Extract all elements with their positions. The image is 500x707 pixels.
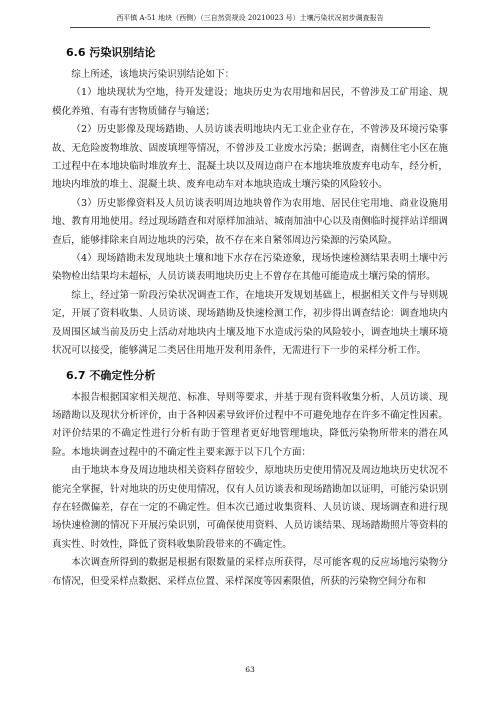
paragraph: 本报告根据国家相关规范、标准、导则等要求，并基于现有资料收集分析、人员访谈、现场踏勘以及现状分析评价，由于各种因素导致评价过程中不可避免地存在许多不确定性因素。对评价结果的不确定性进行分析有助于管理者更好地管理地块，降低污染物所带来的潜在风险。本地块调查过程中的不确定性主要来源于以下几个方面：: [52, 391, 448, 458]
page-number: 63: [245, 665, 255, 674]
paragraph: 本次调查所得到的数据是根据有限数量的采样点所获得，尽可能客观的反应场地污染物分布情况，但受采样点数据、采样点位置、采样深度等因素限值，所获的污染物空间分布和: [52, 557, 448, 587]
paragraph: （4）现场踏勘未发现地块土壤和地下水存在污染迹象，现场快速检测结果表明土壤中污染物检出结果均未超标，人员访谈表明地块历史上不曾存在其他可能造成土壤污染的情形。: [52, 253, 448, 283]
paragraph: 由于地块本身及周边地块相关资料存留较少，原地块历史使用情况及周边地块历史状况不能完全掌握，针对地块的历史使用情况，仅有人员访谈表和现场踏勘加以证明，可能污染识别存在轻微偏差，存在一定的不确定性。但本次已通过收集资料、人员访谈、现场调查和进行现场快速检测的情况下开展污染识别，可确保使用资料、人员访谈结果、现场踏勘照片等资料的真实性、时效性，降低了资料收集阶段带来的不确定性。: [52, 465, 448, 550]
page-header: 西平镇 A-51 地块（西侧）（三自然资规设 20210023 号）土壤污染状况初步调查报告: [116, 14, 384, 22]
paragraph: （2）历史影像及现场踏勘、人员访谈表明地块内无工业企业存在，不曾涉及环境污染事故、无危险废物堆放、固废填埋等情况，不曾涉及工业废水污染；据调查，南侧住宅小区在施工过程中在本地块临时堆放弃土、混凝土块以及周边商户在本地块堆放废弃电动车，经分析，地块内堆放的堆土、混凝土块、废弃电动车对本地块造成土壤污染的风险较小。: [52, 124, 448, 191]
section-heading-6-7: 6.7 不确定性分析: [66, 368, 156, 382]
paragraph: 综上，经过第一阶段污染状况调查工作，在地块开发规划基础上，根据相关文件与导则规定，开展了资料收集、人员访谈、现场踏勘及快速检测工作，初步得出调查结论：调查地块内及周围区域当前及历史上活动对地块内土壤及地下水造成污染的风险较小，调查地块土壤环境状况可以接受，能够满足二类居住用地开发利用条件，无需进行下一步的采样分析工作。: [52, 289, 448, 357]
paragraph: 综上所述，该地块污染识别结论如下：: [71, 69, 235, 80]
section-heading-6-6: 6.6 污染识别结论: [66, 46, 156, 59]
header-divider: [70, 27, 430, 28]
paragraph: （1）地块现状为空地，待开发建设；地块历史为农用地和居民，不曾涉及工矿用途、规模化养殖、有毒有害物质储存与输送；: [52, 87, 448, 117]
paragraph: （3）历史影像资料及人员访谈表明周边地块曾作为农用地、居民住宅用地、商业设施用地、教育用地使用。经过现场踏查和对原样加油站、城南加油中心以及南侧临时搅拌站详细调查后，能够排除来自周边地块的污染，故不存在来自紧邻周边污染源的污染风险。: [52, 197, 448, 246]
page-body: [52, 44, 448, 591]
